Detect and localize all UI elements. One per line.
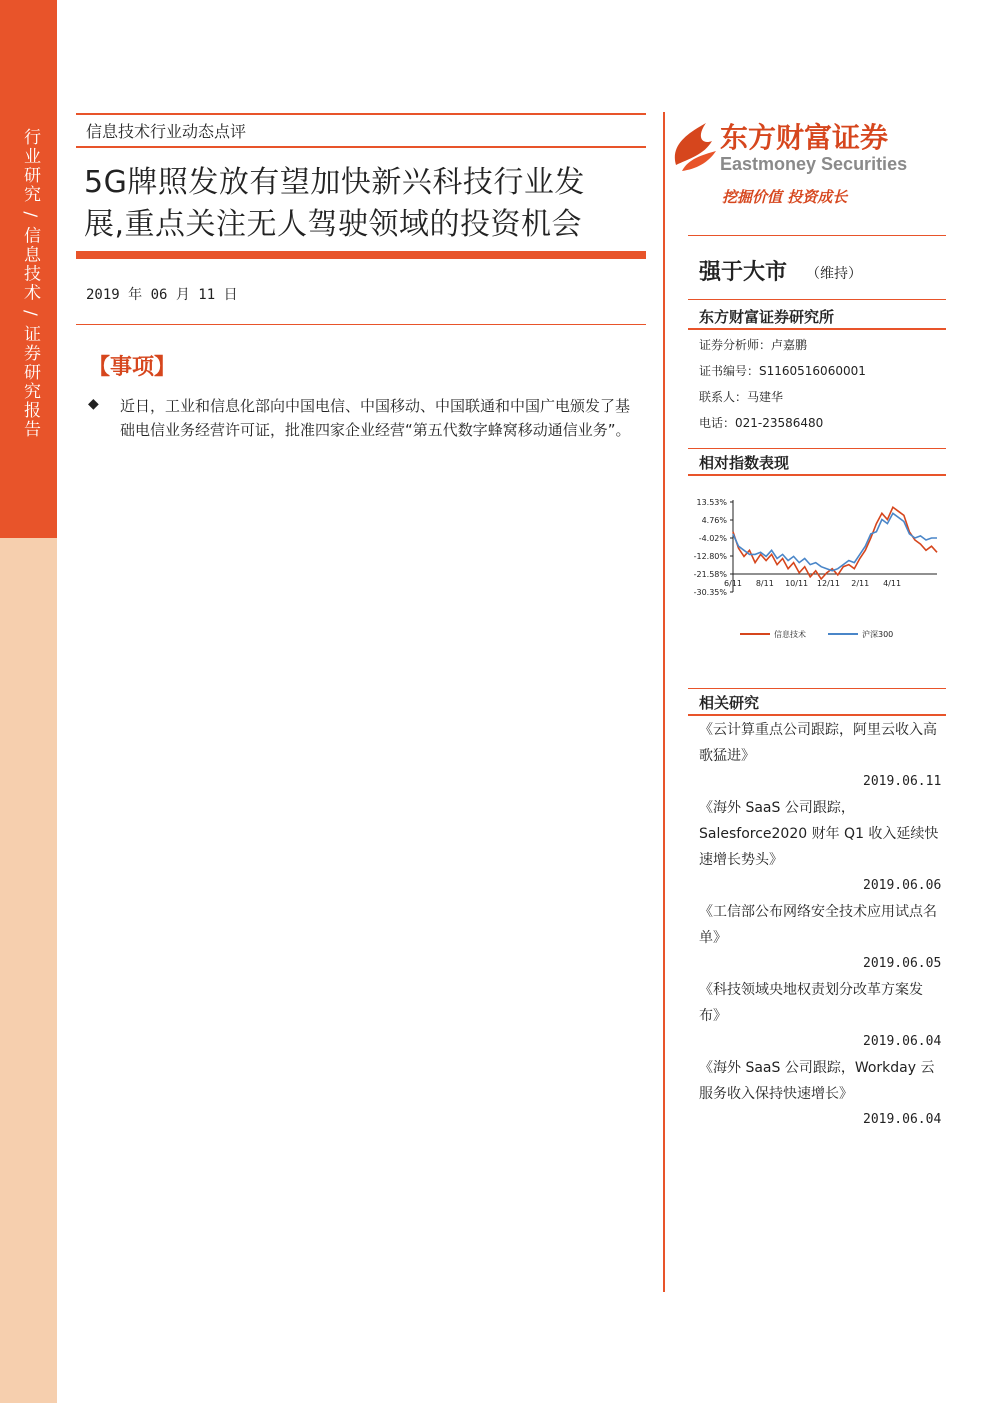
rating-note: （维持） — [806, 266, 862, 282]
chart-section-title: 相对指数表现 — [699, 454, 790, 472]
chart-y-tick-label: -30.35% — [693, 588, 727, 597]
report-title-line2: 展,重点关注无人驾驶领域的投资机会 — [84, 207, 583, 242]
related-item-5-title[interactable]: 《海外 SaaS 公司跟踪，Workday 云服务收入保持快速增长》 — [699, 1060, 935, 1102]
related-item-2-title[interactable]: 《海外 SaaS 公司跟踪，Salesforce2020 财年 Q1 收入延续快速增长势头》 — [699, 800, 939, 868]
related-item-4-title[interactable]: 《科技领域央地权责划分改革方案发布》 — [699, 982, 923, 1024]
chart-x-tick-label: 2/11 — [851, 579, 870, 589]
rating-top-rule — [688, 235, 946, 236]
chart-y-tick-label: -12.80% — [693, 552, 727, 562]
related-item-3-title[interactable]: 《工信部公布网络安全技术应用试点名单》 — [699, 904, 937, 946]
sidebar-band-bottom — [0, 538, 57, 1403]
chart-x-tick-label: 8/11 — [755, 579, 774, 589]
chart-y-tick-label: 4.76% — [701, 515, 727, 525]
chart-x-tick-label: 10/11 — [785, 579, 809, 589]
report-type-label: 信息技术行业动态点评 — [86, 122, 247, 141]
rating-label: 强于大市 — [699, 260, 788, 285]
related-item-3-date: 2019.06.05 — [863, 956, 942, 971]
chart-x-tick-label: 12/11 — [816, 579, 840, 589]
related-item-2-date: 2019.06.06 — [863, 878, 942, 893]
section-heading: 【事项】 — [88, 355, 177, 380]
chart-y-tick-label: 13.53% — [696, 498, 727, 507]
brand-flame-icon — [668, 115, 928, 175]
title-bottom-bar — [76, 251, 646, 259]
report-title — [84, 162, 644, 246]
related-item-5-date: 2019.06.04 — [863, 1112, 942, 1127]
institute-rule — [688, 328, 946, 330]
related-top-rule — [688, 688, 946, 689]
contact-person: 联系人：马建华 — [699, 390, 784, 404]
chart-legend-label-1: 信息技术 — [774, 630, 806, 639]
bullet-diamond-icon: ◆ — [88, 396, 99, 412]
related-title: 相关研究 — [699, 694, 760, 712]
phone-number: 电话：021-23586480 — [699, 416, 824, 430]
chart-legend-label-2: 沪深300 — [862, 630, 894, 639]
report-date: 2019 年 06 月 11 日 — [86, 287, 238, 303]
brand-slogan: 挖掘价值 投资成长 — [722, 188, 848, 206]
related-item-1-title[interactable]: 《云计算重点公司跟踪，阿里云收入高歌猛进》 — [699, 722, 937, 764]
brand-name-en: Eastmoney Securities — [720, 154, 908, 174]
related-item-4-date: 2019.06.04 — [863, 1034, 942, 1049]
chart-title-rule — [688, 474, 946, 476]
related-item-1-date: 2019.06.11 — [863, 774, 942, 789]
rating-bottom-rule — [688, 299, 946, 300]
chart-top-rule — [688, 448, 946, 449]
chart-series-line-1 — [733, 507, 937, 579]
analyst-name: 证券分析师：卢嘉鹏 — [699, 338, 808, 352]
chart-x-tick-label: 4/11 — [883, 579, 902, 589]
title-rule — [76, 146, 646, 148]
chart-y-tick-label: -21.58% — [693, 570, 727, 580]
brand-name-cn: 东方财富证券 — [720, 121, 889, 154]
report-title-line1: 5G牌照发放有望加快新兴科技行业发 — [84, 165, 585, 200]
cert-number: 证书编号：S1160516060001 — [699, 364, 866, 378]
chart-x-tick-label: 6/11 — [724, 579, 742, 589]
institute-name: 东方财富证券研究所 — [699, 308, 835, 326]
related-title-rule — [688, 714, 946, 716]
chart-y-tick-label: -4.02% — [698, 533, 727, 543]
column-divider — [663, 112, 665, 1292]
top-rule — [76, 113, 646, 115]
sidebar-vertical-text: 行业研究 / 信息技术 / 证券研究报告 — [20, 128, 40, 440]
date-rule — [76, 324, 646, 325]
relative-index-chart — [685, 490, 945, 650]
event-paragraph: 近日，工业和信息化部向中国电信、中国移动、中国联通和中国广电颁发了基础电信业务经营许可证，批准四家企业经营“第五代数字蜂窝移动通信业务”。 — [120, 397, 631, 439]
brand-logo — [668, 115, 928, 175]
